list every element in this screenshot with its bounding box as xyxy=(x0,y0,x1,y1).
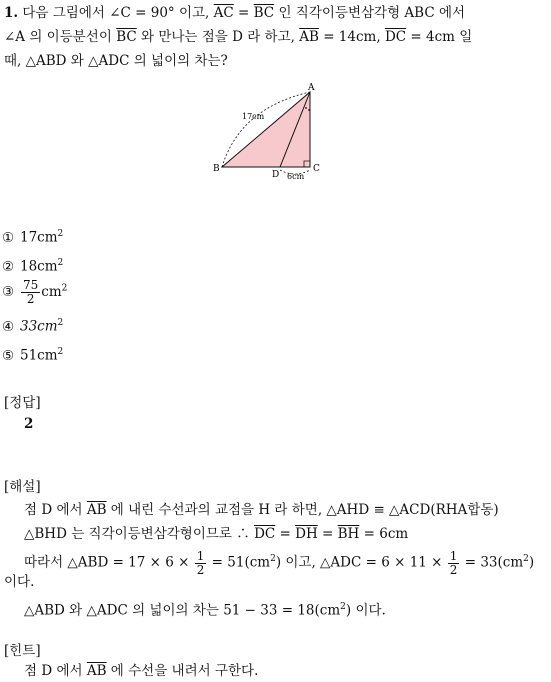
label-a: A xyxy=(308,83,315,93)
question-number: 1. xyxy=(4,5,19,21)
angle-dot-1 xyxy=(305,107,307,109)
solution-line-3: 따라서 △ABD = 17 × 6 × $\frac{1}{2}$ = $51(cm^2)$ 이고, △ADC = 6 × 11 × $\frac{1}{2}$ = $33(cm^2)$ xyxy=(24,548,535,577)
angle-dot-2 xyxy=(308,109,310,111)
solution-line-2: △BHD 는 직각이등변삼각형이므로 ∴ $\overline{DC} = \overline{DH} = \overline{BH} = 6cm$ xyxy=(24,526,409,542)
solution-line-1: 점 D 에서 $\overline{AB}$ 에 내린 수선과의 교점을 H 라 하면, △AHD ≡ △ACD(RHA합동) xyxy=(24,502,499,518)
option-4[interactable]: ④ $33cm^2$ xyxy=(2,318,64,335)
question-line-2: ∠A 의 이등분선이 $\overline{BC}$ 와 만나는 점을 D 라 하고, $\overline{AB} = 14cm$, $\overline{DC} = 4cm$ 일 xyxy=(4,29,473,45)
fraction-half-2: $\frac{1}{2}$ xyxy=(449,548,458,577)
triangle-figure xyxy=(200,78,340,192)
fraction-half-1: $\frac{1}{2}$ xyxy=(196,548,205,577)
triangle-abc xyxy=(222,92,310,167)
label-c: C xyxy=(313,164,320,174)
option-2[interactable]: ② $18cm^2$ xyxy=(2,258,64,275)
label-b: B xyxy=(213,164,220,174)
label-6cm: 6cm xyxy=(287,172,305,181)
fraction-75-2: $\frac{75}{2}$ xyxy=(23,278,39,306)
answer-value: 2 xyxy=(24,416,34,432)
option-3[interactable]: ③ $\frac{75}{2}$ $cm^2$ xyxy=(2,278,68,306)
answer-heading: [정답] xyxy=(4,395,41,411)
option-1[interactable]: ① $17cm^2$ xyxy=(2,229,64,246)
question-line-1: 1. 다음 그림에서 ∠C = 90° 이고, $\overline{AC} = \overline{BC}$ 인 직각이등변삼각형 ABC 에서 xyxy=(4,5,466,21)
hint-line: 점 D 에서 $\overline{AB}$ 에 수선을 내려서 구한다. xyxy=(24,663,259,679)
label-d: D xyxy=(272,170,280,180)
hint-heading: [힌트] xyxy=(4,643,41,659)
solution-line-4: 이다. xyxy=(4,574,35,590)
triangle-diagram xyxy=(200,78,340,188)
question-line-3: 때, △ABD 와 △ADC 의 넓이의 차는? xyxy=(4,53,228,69)
option-5[interactable]: ⑤ $51cm^2$ xyxy=(2,347,64,364)
label-17cm: 17cm xyxy=(242,112,265,121)
solution-heading: [해설] xyxy=(4,479,41,495)
solution-line-5: △ABD 와 △ADC 의 넓이의 차는 $51 - 33 = 18(cm^2)$ 이다. xyxy=(24,602,386,619)
